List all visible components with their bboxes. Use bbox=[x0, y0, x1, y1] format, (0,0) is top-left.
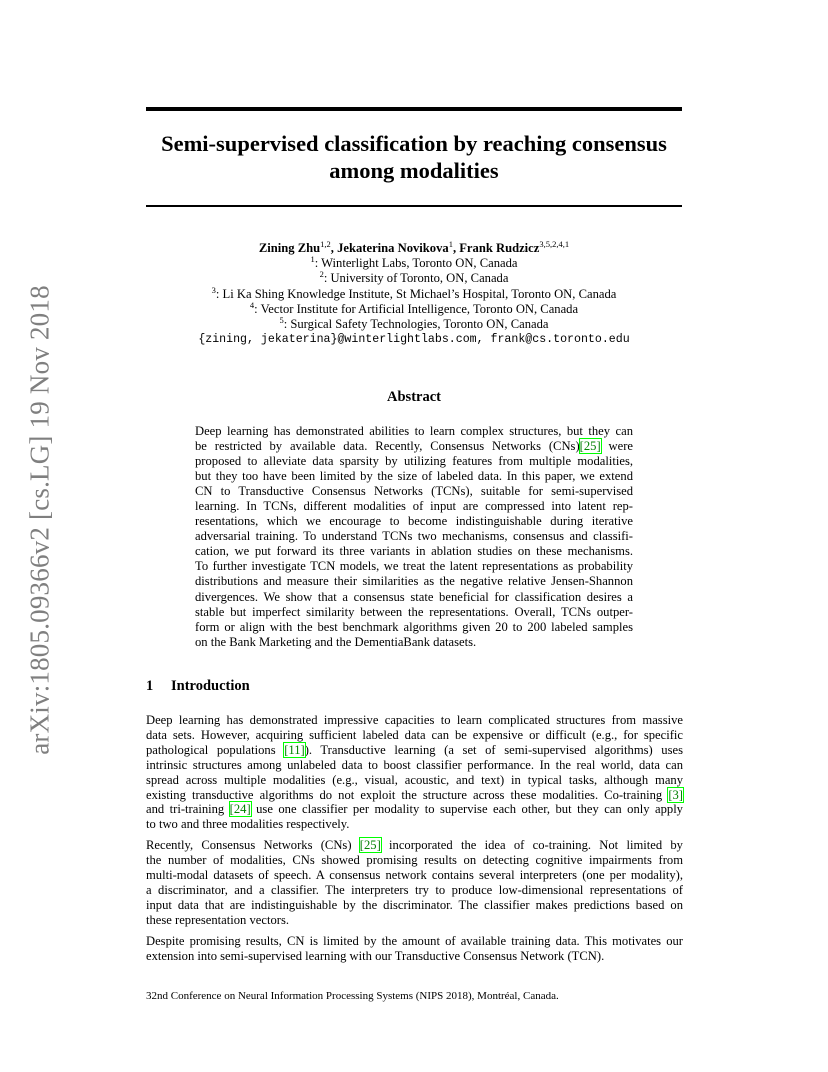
paragraph-line: existing transductive algorithms do not exploit the structure across these modalities. Co-training [3] bbox=[146, 787, 683, 802]
section-heading bbox=[146, 678, 250, 695]
author-name: Zining Zhu bbox=[258, 241, 321, 255]
paragraph-line: input data that are indistinguishable by the discriminator. The classifier makes predictions based on bbox=[146, 897, 683, 912]
citation-link[interactable]: [24] bbox=[229, 802, 251, 817]
abstract-line: be restricted by available data. Recently, Consensus Networks (CNs)[25] were bbox=[195, 439, 633, 454]
author-names: Zining Zhu$^{1,2}$, Jekaterina Novikova$^1$, Frank Rudzicz$^{3,5,2,4,1}$ bbox=[258, 238, 570, 255]
affiliation: $^5$: Surgical Safety Technologies, Toronto ON, Canada bbox=[279, 314, 549, 332]
abstract-line: stable but imperfect similarity between the representations. Overall, TCNs outper- bbox=[195, 604, 633, 619]
affiliation: $^4$: Vector Institute for Artificial Intelligence, Toronto ON, Canada bbox=[249, 299, 579, 316]
abstract-line: distributions and measure their similarities as the negative relative Jensen-Shannon bbox=[195, 574, 633, 589]
abstract-line: proposed to alleviate data sparsity by utilizing features from multiple modalities, bbox=[195, 454, 633, 469]
paragraph-line: to two and three modalities respectively. bbox=[146, 817, 350, 832]
author-affil-sup: 3,5,2,4,1 bbox=[539, 238, 570, 249]
abstract-line: adversarial training. To understand TCNs two mechanisms, consensus and classifi- bbox=[195, 529, 633, 544]
intro-paragraph-1 bbox=[146, 713, 683, 832]
author-affil-sup: 1 bbox=[448, 238, 453, 249]
section-number: 1 bbox=[146, 678, 154, 694]
author-name: Jekaterina Novikova bbox=[337, 241, 449, 255]
citation-link[interactable]: [25] bbox=[579, 439, 601, 454]
intro-paragraph-3 bbox=[146, 934, 683, 964]
intro-paragraph-2 bbox=[146, 838, 683, 927]
affiliation: $^1$: Winterlight Labs, Toronto ON, Canada bbox=[310, 254, 518, 271]
paragraph-line: the number of modalities, CNs showed promising results on detecting cognitive impairments from bbox=[146, 852, 683, 867]
affiliation: $^2$: University of Toronto, ON, Canada bbox=[319, 269, 509, 286]
abstract-body bbox=[195, 424, 633, 650]
abstract-line: resentations, which we encourage to become indistinguishable during iterative bbox=[195, 514, 633, 529]
affiliation: $^3$: Li Ka Shing Knowledge Institute, St Michael’s Hospital, Toronto ON, Canada bbox=[211, 284, 617, 301]
citation-link[interactable]: [25] bbox=[359, 838, 381, 852]
paper-title bbox=[146, 130, 682, 184]
paragraph-line: a discriminator, and a classifier. The interpreters try to produce low-dimensional representations of bbox=[146, 882, 683, 897]
title-top-rule bbox=[146, 107, 682, 111]
author-emails: {zining, jekaterina}@winterlightlabs.com, frank@cs.toronto.edu bbox=[198, 333, 630, 347]
abstract-line: CN to Transductive Consensus Networks (TCNs), suitable for semi-supervised bbox=[195, 484, 633, 499]
abstract-heading: Abstract bbox=[387, 389, 441, 405]
citation-link[interactable]: [11] bbox=[284, 742, 305, 757]
paragraph-line: and tri-training [24] use one classifier per modality to supervise each other, but they can only apply bbox=[146, 802, 683, 817]
section-title: Introduction bbox=[171, 678, 250, 694]
paragraph-line: these representation vectors. bbox=[146, 912, 290, 927]
abstract-line: but they too have been limited by the size of labeled data. In this paper, we extend bbox=[195, 469, 633, 484]
paragraph-line: extension into semi-supervised learning with our Transductive Consensus Network (TCN). bbox=[146, 948, 605, 963]
paragraph-line: Recently, Consensus Networks (CNs) [25] incorporated the idea of co-training. Not limited by bbox=[146, 838, 683, 852]
abstract-line: cation, we put forward its three variants in ablation studies on these mechanisms. bbox=[195, 544, 633, 559]
author-affil-sup: 1,2 bbox=[320, 238, 331, 249]
author-name: Frank Rudzicz bbox=[459, 241, 540, 255]
paragraph-line: multi-modal datasets of speech. A consensus network contains several interpreters (one per modality), bbox=[146, 867, 683, 882]
abstract-line: on the Bank Marketing and the DementiaBank datasets. bbox=[195, 634, 477, 649]
paragraph-line: data sets. However, acquiring sufficient labeled data can be expensive or difficult (e.g., for specific bbox=[146, 727, 683, 742]
paragraph-line: Despite promising results, CN is limited by the amount of available training data. This motivates our bbox=[146, 934, 683, 948]
abstract-line: learning. In TCNs, different modalities of input are compressed into latent rep- bbox=[195, 499, 633, 514]
abstract-line: Deep learning has demonstrated abilities to learn complex structures, but they can bbox=[195, 424, 633, 438]
abstract-line: form or align with the best benchmark algorithms given 20 to 200 labeled samples bbox=[195, 619, 633, 634]
paragraph-line: pathological populations [11]). Transductive learning (a set of semi-supervised algorithms) uses bbox=[146, 742, 683, 757]
abstract-line: divergences. We show that a consensus state beneficial for classification desires a bbox=[195, 589, 633, 604]
arxiv-stamp: arXiv:1805.09366v2 [cs.LG] 19 Nov 2018 bbox=[24, 285, 55, 755]
citation-link[interactable]: [3] bbox=[668, 787, 683, 802]
title-line-2: among modalities bbox=[329, 158, 499, 183]
conference-footnote: 32nd Conference on Neural Information Processing Systems (NIPS 2018), Montréal, Canada. bbox=[146, 990, 559, 1002]
paragraph-line: spread across multiple modalities (e.g., visual, acoustic, and text) in typical tasks, although many bbox=[146, 772, 683, 787]
author-block bbox=[120, 238, 708, 347]
paragraph-line: intrinsic structures among unlabeled data to boost classifier performance. In the real world, data can bbox=[146, 757, 683, 772]
paragraph-line: Deep learning has demonstrated impressive capacities to learn complicated structures from massive bbox=[146, 713, 683, 727]
title-line-1: Semi-supervised classification by reaching consensus bbox=[161, 131, 667, 156]
title-bottom-rule bbox=[146, 205, 682, 207]
abstract-line: To further investigate TCN models, we treat the latent representations as probability bbox=[195, 559, 633, 574]
